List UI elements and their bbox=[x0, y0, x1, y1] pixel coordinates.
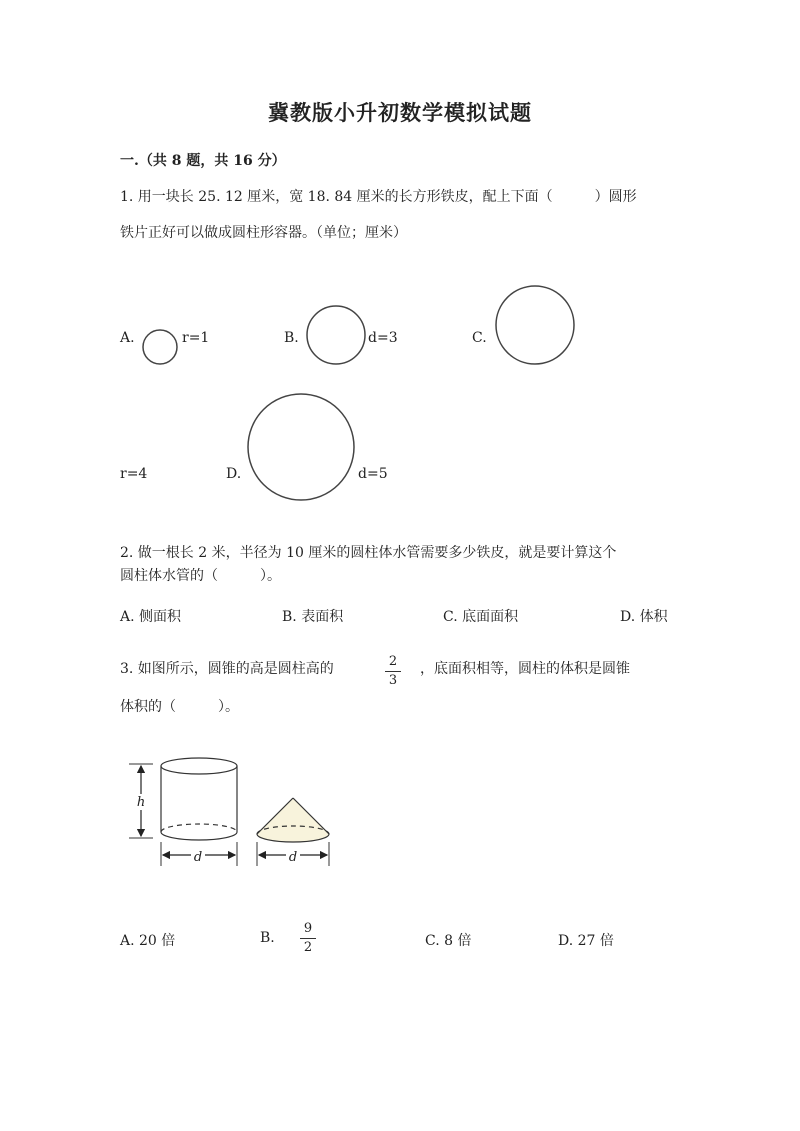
q1-option-a-value: r=1 bbox=[182, 330, 210, 346]
q2-option-d: D. 体积 bbox=[620, 609, 668, 625]
question-3-line-2: 体积的（ ）。 bbox=[120, 699, 239, 715]
cone-diameter-label: d bbox=[288, 850, 298, 865]
q1-option-b-label: B. bbox=[284, 330, 299, 346]
q2-option-c: C. 底面面积 bbox=[443, 609, 519, 625]
q1-option-b-value: d=3 bbox=[368, 330, 398, 346]
q1-option-d-label: D. bbox=[226, 466, 242, 482]
fraction-numerator: 2 bbox=[388, 654, 398, 669]
q1-option-b-circle bbox=[304, 303, 368, 367]
question-2-line-1: 2. 做一根长 2 米，半径为 10 厘米的圆柱体水管需要多少铁皮，就是要计算这个 bbox=[120, 545, 617, 561]
fraction-bar bbox=[300, 938, 316, 939]
q2-option-b: B. 表面积 bbox=[282, 609, 344, 625]
q1-option-c-label: C. bbox=[472, 330, 487, 346]
q1-option-c-value: r=4 bbox=[120, 466, 148, 482]
question-1-line-2: 铁片正好可以做成圆柱形容器。（单位；厘米） bbox=[120, 225, 407, 241]
cone-shape bbox=[257, 798, 329, 842]
q1-option-d-value: d=5 bbox=[358, 466, 388, 482]
question-3-line-1a: 3. 如图所示，圆锥的高是圆柱高的 bbox=[120, 661, 334, 677]
page-title: 冀教版小升初数学模拟试题 bbox=[268, 100, 532, 125]
q1-option-a-circle bbox=[140, 328, 180, 368]
q2-option-a: A. 侧面积 bbox=[120, 609, 182, 625]
q3-option-c: C. 8 倍 bbox=[425, 933, 472, 949]
q3-option-b-fraction bbox=[300, 922, 316, 955]
height-label: h bbox=[136, 795, 146, 810]
q3-option-b-label: B. bbox=[260, 930, 275, 946]
q3-option-d: D. 27 倍 bbox=[558, 933, 614, 949]
fraction-denominator: 2 bbox=[303, 940, 313, 955]
question-1-line-1: 1. 用一块长 25. 12 厘米，宽 18. 84 厘米的长方形铁皮，配上下面（ ）圆形 bbox=[120, 189, 637, 205]
cylinder-shape bbox=[161, 758, 237, 840]
cylinder-diameter-label: d bbox=[193, 850, 203, 865]
q1-option-a-label: A. bbox=[120, 330, 135, 346]
question-3-line-1b: ，底面积相等，圆柱的体积是圆锥 bbox=[420, 661, 630, 677]
fraction-numerator: 9 bbox=[303, 921, 313, 936]
fraction-denominator: 3 bbox=[388, 673, 398, 688]
section-heading: 一.（共 8 题，共 16 分） bbox=[120, 153, 286, 169]
q1-option-d-circle bbox=[245, 392, 357, 504]
cylinder-cone-figure bbox=[125, 750, 340, 875]
fraction-bar bbox=[385, 671, 401, 672]
question-3-fraction bbox=[385, 655, 401, 688]
q3-option-a: A. 20 倍 bbox=[120, 933, 176, 949]
question-2-line-2: 圆柱体水管的（ ）。 bbox=[120, 568, 281, 584]
q1-option-c-circle bbox=[493, 284, 577, 368]
